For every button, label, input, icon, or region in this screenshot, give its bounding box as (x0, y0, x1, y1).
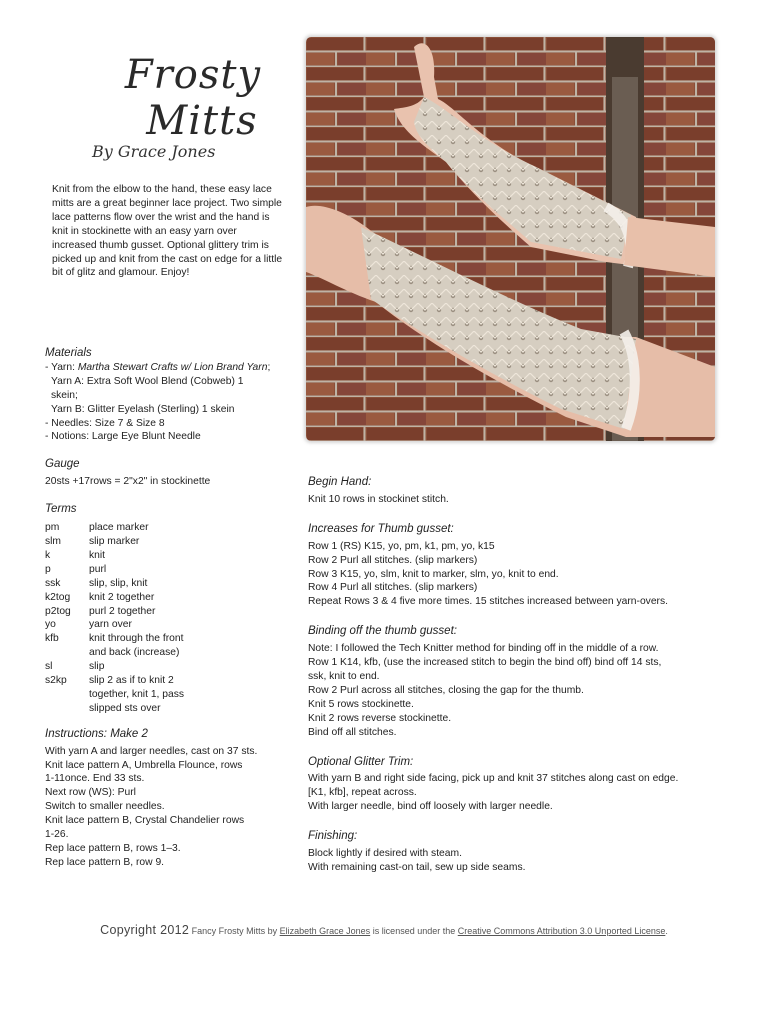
yarn-prefix: - Yarn: (45, 361, 78, 373)
term-definition: knit 2 together (89, 591, 155, 603)
binding-off-section (308, 625, 728, 739)
mitts-photo (306, 37, 715, 441)
term-abbr: kfb (45, 633, 59, 645)
pattern-line: Row 4 Purl all stitches. (slip markers) (308, 582, 478, 594)
pattern-line: Knit 10 rows in stockinet stitch. (308, 493, 449, 505)
right-column (308, 476, 728, 885)
pattern-line: [K1, kfb], repeat across. (308, 787, 417, 799)
pattern-line: Row 1 K14, kfb, (use the increased stitch to begin the bind off) bind off 14 sts, (308, 657, 662, 669)
instruction-line: Rep lace pattern B, rows 1–3. (45, 843, 181, 854)
term-abbr (45, 646, 89, 660)
term-abbr: pm (45, 522, 60, 534)
term-abbr: s2kp (45, 675, 67, 687)
footer (0, 923, 768, 937)
pattern-line: Knit 5 rows stockinette. (308, 698, 414, 710)
title-line-2: Mitts (146, 98, 258, 144)
finishing-section (308, 830, 728, 875)
yarn-brand: Martha Stewart Crafts w/ Lion Brand Yarn (77, 361, 268, 373)
pattern-line: Row 1 (RS) K15, yo, pm, k1, pm, yo, k15 (308, 540, 495, 552)
instruction-line: Rep lace pattern B, row 9. (45, 856, 165, 868)
term-definition: and back (increase) (89, 647, 180, 659)
terms-table (45, 521, 295, 716)
gauge-heading: Gauge (45, 458, 80, 471)
pattern-line: Row 2 Purl across all stitches, closing the gap for the thumb. (308, 684, 584, 696)
begin-hand-section (308, 476, 728, 507)
byline: By Grace Jones (92, 142, 216, 161)
term-definition: purl (89, 563, 107, 575)
pattern-line: Block lightly if desired with steam. (308, 848, 462, 860)
footer-copyright: Copyright 2012 (100, 923, 190, 937)
yarn-suffix: ; (267, 361, 271, 373)
finishing-heading: Finishing: (308, 830, 358, 843)
gauge-text: 20sts +17rows = 2"x2" in stockinette (45, 476, 211, 488)
pattern-line: Repeat Rows 3 & 4 five more times. 15 stitches increased between yarn-overs. (308, 596, 668, 608)
term-abbr: k (45, 549, 51, 561)
instructions-lines (45, 745, 295, 870)
footer-work: Fancy Frosty Mitts by (189, 926, 280, 936)
pattern-line: Row 3 K15, yo, slm, knit to marker, slm, yo, knit to end. (308, 568, 559, 580)
term-definition: slip, slip, knit (89, 577, 148, 589)
begin-hand-lines (308, 493, 728, 507)
term-definition: knit through the front (89, 633, 184, 645)
thumb-gusset-lines (308, 540, 728, 610)
term-abbr: ssk (45, 577, 61, 589)
pattern-line: Bind off all stitches. (308, 726, 397, 738)
instruction-line: With yarn A and larger needles, cast on 37 sts. (45, 745, 258, 757)
footer-mid: is licensed under the (370, 926, 458, 936)
begin-hand-heading: Begin Hand: (308, 476, 372, 488)
glitter-trim-lines (308, 772, 728, 814)
title-line-1: Frosty (124, 52, 262, 98)
term-definition: slipped sts over (89, 702, 161, 714)
binding-off-heading: Binding off the thumb gusset: (308, 625, 457, 638)
term-definition: place marker (89, 522, 149, 534)
pattern-line: ssk, knit to end. (308, 670, 380, 682)
materials-yarn-a: Yarn A: Extra Soft Wool Blend (Cobweb) 1 (51, 375, 244, 387)
term-abbr (45, 702, 89, 716)
pattern-line: With yarn B and right side facing, pick up and knit 37 stitches along cast on edge. (308, 773, 679, 785)
term-abbr: p2tog (45, 605, 71, 617)
term-definition: slip 2 as if to knit 2 (89, 675, 174, 687)
materials-yarn-b: Yarn B: Glitter Eyelash (Sterling) 1 skein (51, 403, 235, 415)
footer-author-link[interactable]: Elizabeth Grace Jones (279, 926, 371, 936)
finishing-lines (308, 847, 728, 875)
terms-section (45, 503, 295, 716)
term-definition: knit (89, 549, 106, 561)
glitter-trim-section (308, 756, 728, 815)
term-definition: slip (89, 661, 105, 673)
page-title (88, 52, 298, 144)
instruction-line: Switch to smaller needles. (45, 801, 165, 813)
term-definition: yarn over (89, 619, 132, 631)
binding-off-lines (308, 642, 728, 739)
instructions-heading: Instructions: Make 2 (45, 727, 148, 740)
instruction-line: 1-11once. End 33 sts. (45, 773, 145, 785)
pattern-line: With remaining cast-on tail, sew up side seams. (308, 861, 526, 873)
photo-of-knitted-lace-mitts-on-brick-wall (306, 37, 715, 441)
term-abbr: yo (45, 619, 56, 631)
instruction-line: Next row (WS): Purl (45, 787, 136, 799)
thumb-gusset-heading: Increases for Thumb gusset: (308, 522, 454, 535)
term-definition: slip marker (89, 535, 140, 547)
term-abbr: sl (45, 661, 53, 673)
instruction-line: Knit lace pattern A, Umbrella Flounce, rows (45, 759, 243, 771)
footer-license-link[interactable]: Creative Commons Attribution 3.0 Unported License (457, 926, 666, 936)
intro-paragraph: Knit from the elbow to the hand, these easy lace mitts are a great beginner lace project. Two simple lace patterns flow over the wrist and the hand is knit in stockinette with an easy yarn over increased thumb gusset. Optional glittery trim is picked up and knit from the cast on edge for a little bit of glitz and glamour. Enjoy! (52, 184, 283, 279)
materials-section (45, 347, 295, 444)
pattern-line: With larger needle, bind off loosely with larger needle. (308, 801, 553, 813)
pattern-line: Note: I followed the Tech Knitter method for binding off in the middle of a row. (308, 643, 659, 655)
pattern-line: Row 2 Purl all stitches. (slip markers) (308, 554, 478, 566)
term-abbr: k2tog (45, 591, 71, 603)
instructions-section (45, 728, 295, 870)
materials-heading: Materials (45, 347, 92, 359)
materials-needles: - Needles: Size 7 & Size 8 (45, 417, 165, 429)
materials-yarn-a2: skein; (51, 389, 78, 401)
gauge-section (45, 458, 295, 489)
term-abbr: slm (45, 535, 62, 547)
glitter-trim-heading: Optional Glitter Trim: (308, 755, 414, 768)
footer-end: . (665, 926, 668, 936)
left-column (45, 347, 295, 880)
materials-notions: - Notions: Large Eye Blunt Needle (45, 431, 201, 443)
term-definition: purl 2 together (89, 605, 156, 617)
thumb-gusset-section (308, 523, 728, 609)
term-definition: together, knit 1, pass (89, 688, 185, 700)
materials-yarn (45, 361, 295, 375)
term-abbr: p (45, 563, 51, 575)
instruction-line: 1-26. (45, 829, 69, 841)
instruction-line: Knit lace pattern B, Crystal Chandelier rows (45, 815, 245, 827)
pattern-line: Knit 2 rows reverse stockinette. (308, 712, 452, 724)
terms-heading: Terms (45, 503, 77, 516)
term-abbr (45, 688, 89, 702)
